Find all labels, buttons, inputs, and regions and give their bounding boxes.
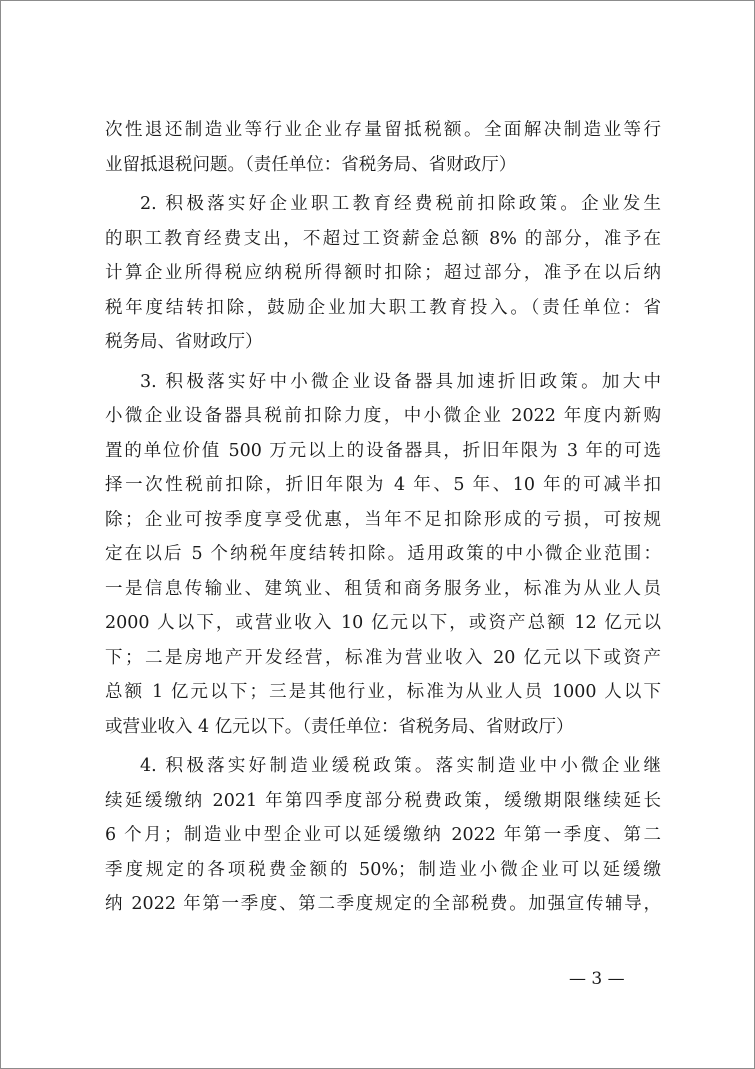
text-line: 除；企业可按季度享受优惠，当年不足扣除形成的亏损，可按规 — [105, 509, 661, 530]
text-line: 续延缓缴纳 2021 年第四季度部分税费政策，缓缴期限继续延长 — [105, 790, 661, 811]
text-line: 或营业收入 4 亿元以下。（责任单位：省税务局、省财政厅） — [105, 716, 574, 737]
text-line: 4. 积极落实好制造业缓税政策。落实制造业中小微企业继 — [140, 756, 661, 776]
text-line: 总额 1 亿元以下；三是其他行业，标准为从业人员 1000 人以下 — [105, 682, 661, 702]
text-line: 择一次性税前扣除，折旧年限为 4 年、5 年、10 年的可减半扣 — [105, 475, 661, 495]
text-line: 置的单位价值 500 万元以上的设备器具，折旧年限为 3 年的可选 — [105, 440, 661, 461]
paragraph-2 — [105, 187, 661, 360]
text-line: 税年度结转扣除，鼓励企业加大职工教育投入。（责任单位：省 — [105, 297, 661, 318]
text-line: 一是信息传输业、建筑业、租赁和商务服务业，标准为从业人员 — [105, 578, 661, 599]
text-line: 2. 积极落实好企业职工教育经费税前扣除政策。企业发生 — [140, 194, 661, 214]
text-line: 2000 人以下，或营业收入 10 亿元以下，或资产总额 12 亿元以 — [105, 613, 661, 633]
text-line: 季度规定的各项税费金额的 50%；制造业小微企业可以延缓缴 — [105, 859, 661, 880]
text-line: 次性退还制造业等行业企业存量留抵税额。全面解决制造业等行 — [105, 120, 661, 140]
text-line: 的职工教育经费支出，不超过工资薪金总额 8% 的部分，准予在 — [105, 228, 661, 249]
paragraph-1 — [105, 113, 661, 182]
text-line: 纳 2022 年第一季度、第二季度规定的全部税费。加强宣传辅导， — [105, 894, 661, 914]
text-line: 税务局、省财政厅） — [105, 332, 263, 352]
text-line: 3. 积极落实好中小微企业设备器具加速折旧政策。加大中 — [140, 371, 661, 392]
paragraph-4 — [105, 749, 661, 922]
text-line: 下；二是房地产开发经营，标准为营业收入 20 亿元以下或资产 — [105, 647, 661, 668]
page-number: — 3 — — [569, 969, 625, 989]
text-line: 业留抵退税问题。（责任单位：省税务局、省财政厅） — [105, 154, 517, 175]
text-line: 定在以后 5 个纳税年度结转扣除。适用政策的中小微企业范围： — [105, 544, 661, 564]
text-line: 计算企业所得税应纳税所得额时扣除；超过部分，准予在以后纳 — [105, 263, 661, 283]
paragraph-3 — [105, 365, 661, 745]
text-line: 小微企业设备器具税前扣除力度，中小微企业 2022 年度内新购 — [105, 406, 661, 426]
document-body — [105, 113, 661, 922]
text-line: 6 个月；制造业中型企业可以延缓缴纳 2022 年第一季度、第二 — [105, 825, 661, 845]
